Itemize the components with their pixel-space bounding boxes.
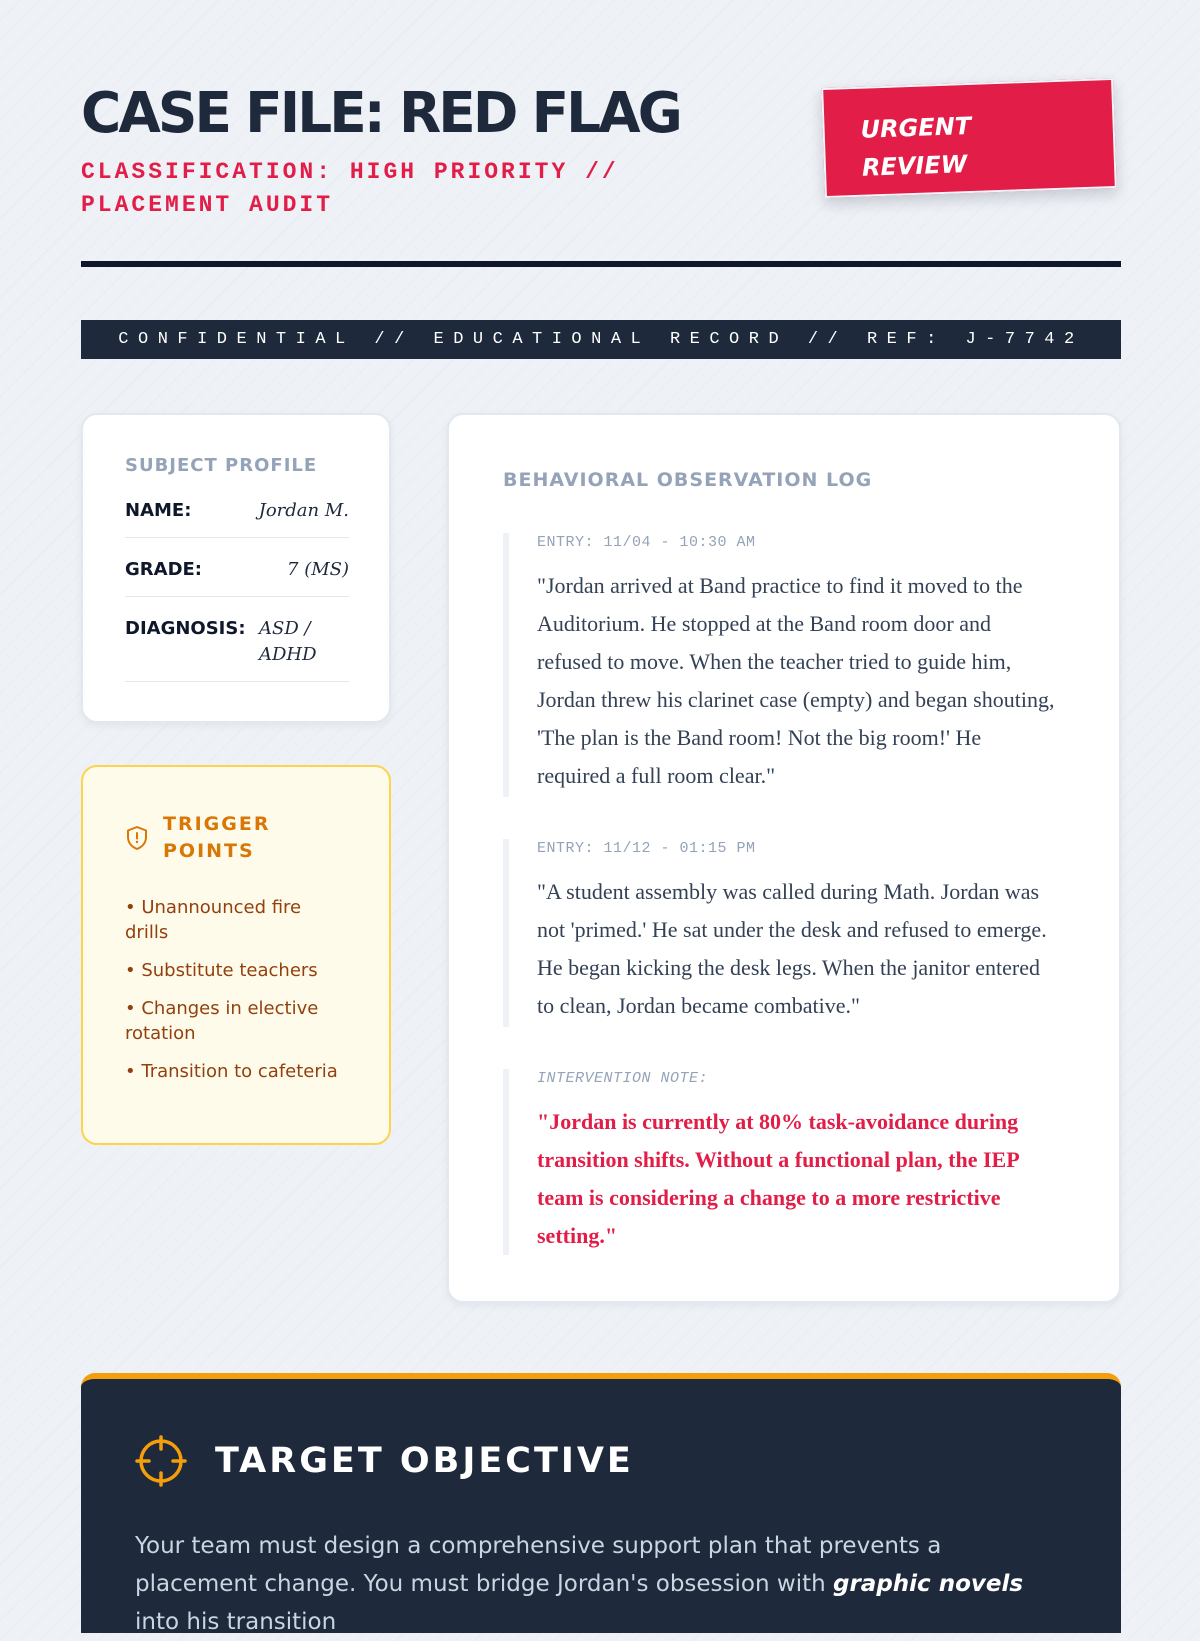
target-objective-panel <box>81 1373 1121 1633</box>
crosshair-icon <box>135 1435 187 1487</box>
trigger-item: • Unannounced fire drills <box>125 897 302 943</box>
profile-value: ASD / ADHD <box>259 618 317 665</box>
case-header <box>81 0 1121 268</box>
profile-label: NAME: <box>125 500 192 521</box>
subject-profile-card <box>81 413 391 723</box>
profile-value: 7 (MS) <box>287 559 349 580</box>
trigger-item: • Changes in elective rotation <box>125 998 319 1044</box>
trigger-points-card <box>81 765 391 1145</box>
intervention-note <box>503 1069 1065 1255</box>
page-title: CASE FILE: RED FLAG <box>81 81 680 146</box>
entry-text: "A student assembly was called during Math. Jordan was not 'primed.' He sat under the desk and refused to emerge. He began kicking the desk legs. When the janitor entered to clean, Jordan became combative." <box>537 879 1047 1018</box>
log-entry <box>503 839 1065 1027</box>
case-file-page <box>81 0 1121 1635</box>
log-entry <box>503 533 1065 797</box>
trigger-item: • Substitute teachers <box>125 960 318 981</box>
observation-log-card <box>447 413 1121 1303</box>
confidential-banner: CONFIDENTIAL // EDUCATIONAL RECORD // REF: J-7742 <box>81 320 1121 359</box>
objective-title: TARGET OBJECTIVE <box>215 1441 634 1481</box>
entry-timestamp: ENTRY: 11/04 - 10:30 AM <box>537 534 756 551</box>
trigger-item: • Transition to cafeteria <box>125 1061 338 1082</box>
intervention-label: INTERVENTION NOTE: <box>537 1070 709 1087</box>
profile-title: SUBJECT PROFILE <box>125 455 318 476</box>
trigger-header <box>125 811 349 865</box>
entry-timestamp: ENTRY: 11/12 - 01:15 PM <box>537 840 756 857</box>
log-title: BEHAVIORAL OBSERVATION LOG <box>503 469 873 491</box>
intervention-text: "Jordan is currently at 80% task-avoidance during transition shifts. Without a functional plan, the IEP team is considering a change to a more restrictive setting." <box>537 1109 1019 1248</box>
shield-icon <box>125 825 149 851</box>
objective-header <box>135 1435 1067 1487</box>
profile-label: DIAGNOSIS: <box>125 618 246 639</box>
entry-text: "Jordan arrived at Band practice to find it moved to the Auditorium. He stopped at the Band room door and refused to move. When the teacher tried to guide him, Jordan threw his clarinet case (empty) and began shouting, 'The plan is the Band room! Not the big room!' He required a full room clear." <box>537 573 1055 788</box>
objective-text-start: Your team must design a comprehensive support plan that prevents a placement change. You must bridge Jordan's obsession with <box>135 1533 942 1597</box>
header-divider <box>81 261 1121 267</box>
stamp-label: URGENT REVIEW <box>860 111 972 182</box>
profile-row-name <box>125 498 349 538</box>
profile-value: Jordan M. <box>258 500 349 521</box>
objective-text <box>135 1527 1065 1641</box>
trigger-title: TRIGGER POINTS <box>163 813 271 862</box>
profile-row-diagnosis <box>125 616 349 682</box>
profile-row-grade <box>125 557 349 597</box>
objective-emphasis: graphic novels <box>833 1571 1024 1597</box>
urgent-review-stamp <box>821 78 1117 198</box>
classification-line: CLASSIFICATION: HIGH PRIORITY // PLACEMENT AUDIT <box>81 159 619 218</box>
objective-text-end: into his transition <box>135 1609 337 1635</box>
profile-label: GRADE: <box>125 559 203 580</box>
